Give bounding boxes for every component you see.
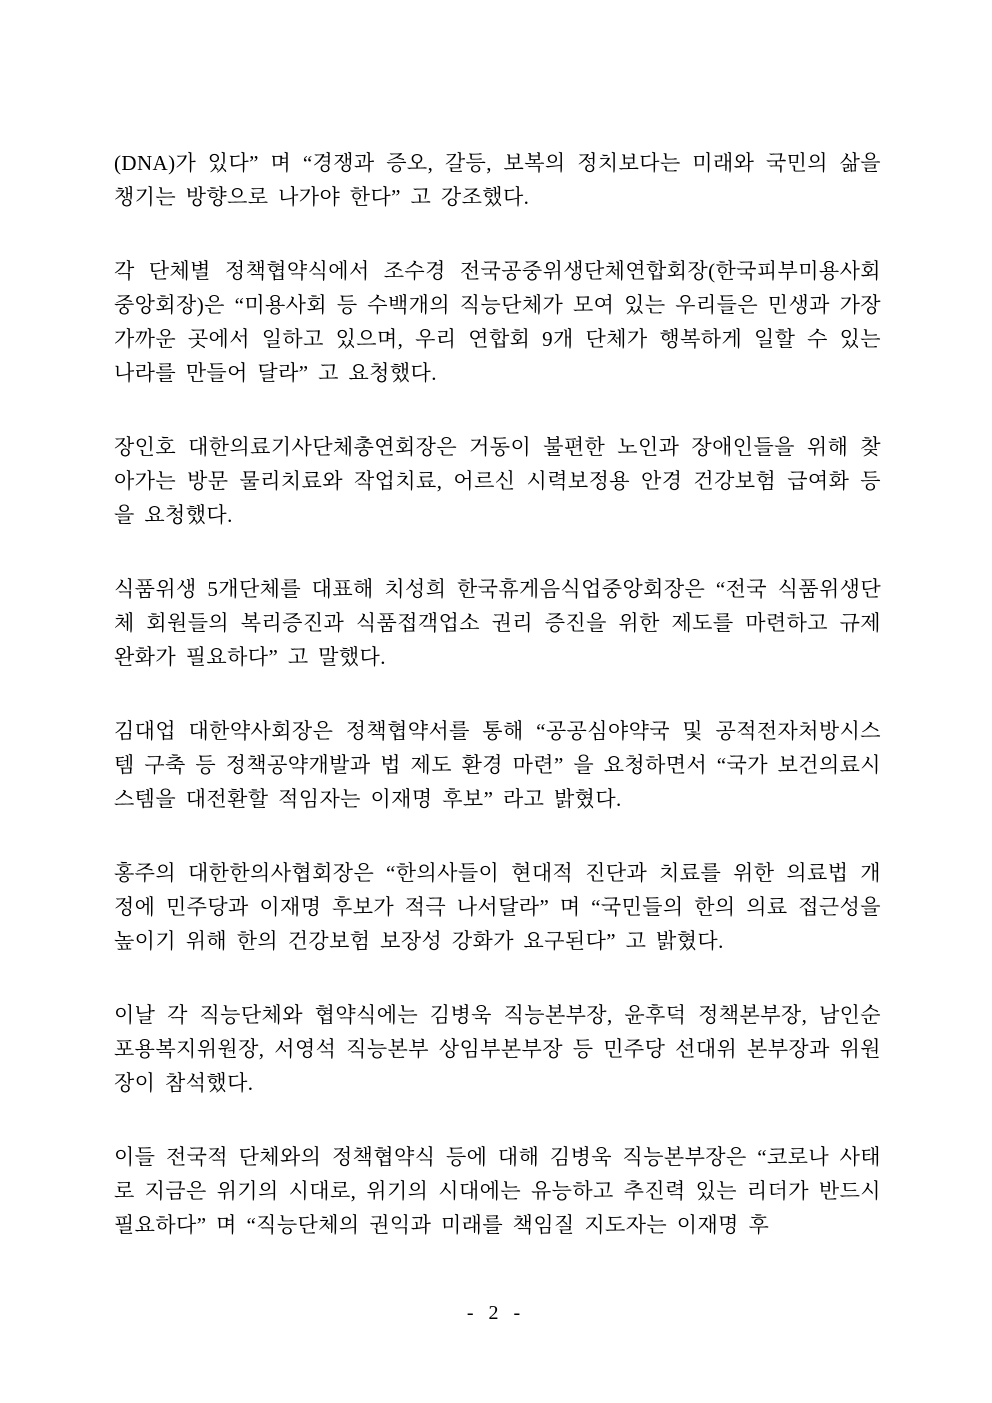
paragraph: (DNA)가 있다” 며 “경쟁과 증오, 갈등, 보복의 정치보다는 미래와 국민의 삶을 챙기는 방향으로 나가야 한다” 고 강조했다. bbox=[114, 151, 881, 209]
page-number: - 2 - bbox=[466, 1302, 526, 1324]
paragraph: 이날 각 직능단체와 협약식에는 김병욱 직능본부장, 윤후덕 정책본부장, 남인순 포용복지위원장, 서영석 직능본부 상임부본부장 등 민주당 선대위 본부장과 위원장이 참석했다. bbox=[114, 1003, 881, 1095]
paragraph: 홍주의 대한한의사협회장은 “한의사들이 현대적 진단과 치료를 위한 의료법 개정에 민주당과 이재명 후보가 적극 나서달라” 며 “국민들의 한의 의료 접근성을 높이기 위해 한의 건강보험 보장성 강화가 요구된다” 고 밝혔다. bbox=[114, 861, 881, 953]
document-body bbox=[114, 146, 881, 1242]
paragraph: 각 단체별 정책협약식에서 조수경 전국공중위생단체연합회장(한국피부미용사회중앙회장)은 “미용사회 등 수백개의 직능단체가 모여 있는 우리들은 민생과 가장 가까운 곳에서 일하고 있으며, 우리 연합회 9개 단체가 행복하게 일할 수 있는 나라를 만들어 달라” 고 요청했다. bbox=[114, 259, 881, 385]
paragraph: 장인호 대한의료기사단체총연회장은 거동이 불편한 노인과 장애인들을 위해 찾아가는 방문 물리치료와 작업치료, 어르신 시력보정용 안경 건강보험 급여화 등을 요청했다. bbox=[114, 435, 881, 527]
paragraph: 김대업 대한약사회장은 정책협약서를 통해 “공공심야약국 및 공적전자처방시스템 구축 등 정책공약개발과 법 제도 환경 마련” 을 요청하면서 “국가 보건의료시스템을 대전환할 적임자는 이재명 후보” 라고 밝혔다. bbox=[114, 719, 881, 811]
paragraph: 이들 전국적 단체와의 정책협약식 등에 대해 김병욱 직능본부장은 “코로나 사태로 지금은 위기의 시대로, 위기의 시대에는 유능하고 추진력 있는 리더가 반드시 필요하다” 며 “직능단체의 권익과 미래를 책임질 지도자는 이재명 후 bbox=[114, 1145, 881, 1237]
paragraph: 식품위생 5개단체를 대표해 치성희 한국휴게음식업중앙회장은 “전국 식품위생단체 회원들의 복리증진과 식품접객업소 권리 증진을 위한 제도를 마련하고 규제 완화가 필요하다” 고 말했다. bbox=[114, 577, 881, 669]
